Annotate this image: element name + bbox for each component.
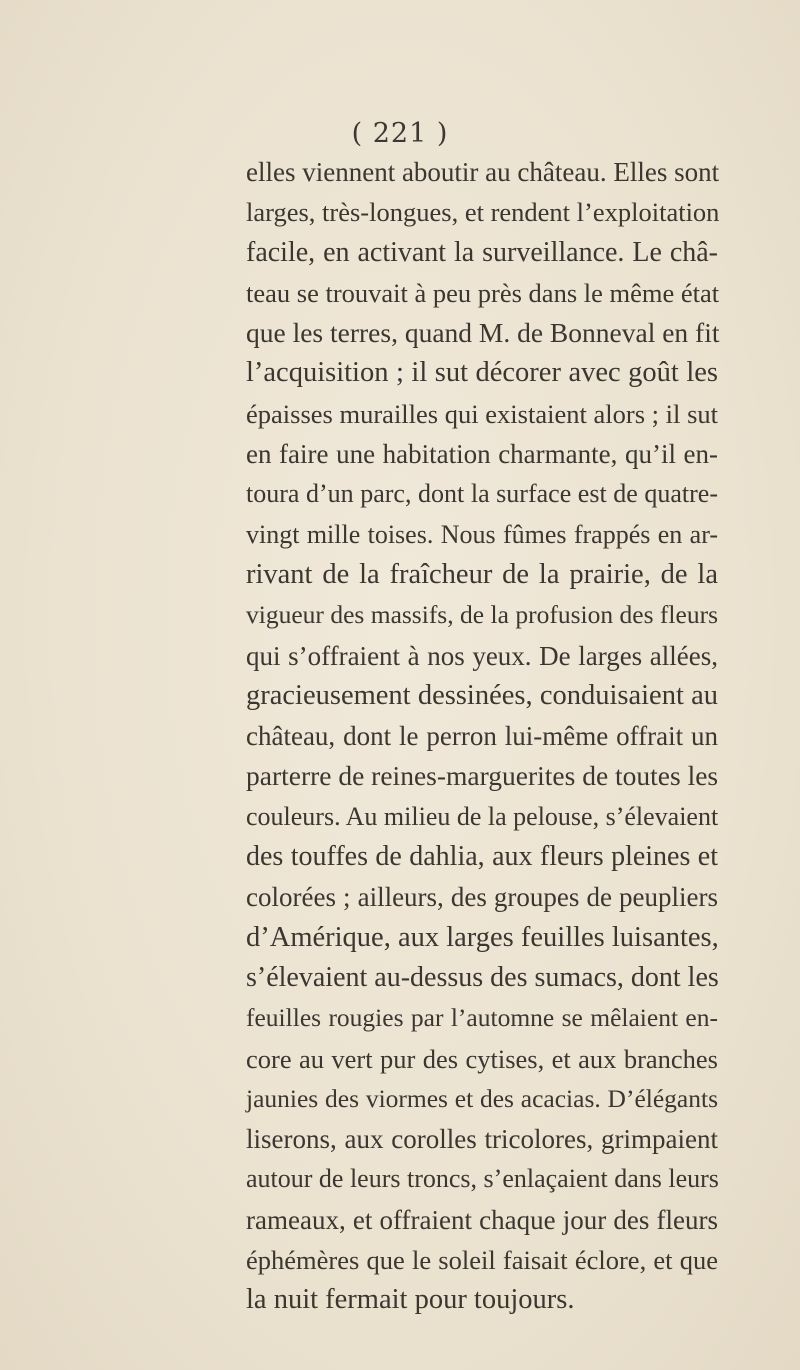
text-line: jaunies des viormes et des acacias. D’élégants bbox=[246, 1083, 718, 1113]
body-text bbox=[246, 152, 718, 1321]
text-line: éphémères que le soleil faisait éclore, et que bbox=[246, 1245, 718, 1276]
text-line: core au vert pur des cytises, et aux branches bbox=[246, 1043, 718, 1074]
text-line: autour de leurs troncs, s’enlaçaient dans leurs bbox=[246, 1164, 719, 1194]
text-line: elles viennent aboutir au château. Elles sont bbox=[246, 157, 720, 187]
text-line: rameaux, et offraient chaque jour des fleurs bbox=[246, 1204, 718, 1235]
text-line: facile, en activant la surveillance. Le châ- bbox=[246, 236, 718, 268]
text-line: couleurs. Au milieu de la pelouse, s’élevaient bbox=[246, 801, 719, 831]
text-line: parterre de reines-marguerites de toutes les bbox=[246, 760, 719, 792]
text-line: feuilles rougies par l’automne se mêlaient en- bbox=[246, 1003, 718, 1033]
text-line: d’Amérique, aux larges feuilles luisantes, bbox=[246, 921, 719, 953]
text-line: qui s’offraient à nos yeux. De larges allées, bbox=[246, 640, 718, 671]
text-line: larges, très-longues, et rendent l’exploitation bbox=[246, 197, 720, 228]
text-line: s’élevaient au-dessus des sumacs, dont les bbox=[246, 961, 719, 993]
text-line: la nuit fermait pour toujours. bbox=[246, 1284, 575, 1316]
text-line: liserons, aux corolles tricolores, grimpaient bbox=[246, 1124, 718, 1155]
text-line: des touffes de dahlia, aux fleurs pleines et bbox=[246, 841, 718, 873]
text-line: gracieusement dessinées, conduisaient au bbox=[246, 679, 718, 711]
text-line: rivant de la fraîcheur de la prairie, de la bbox=[246, 558, 718, 590]
text-line: l’acquisition ; il sut décorer avec goût les bbox=[246, 357, 718, 389]
text-line: que les terres, quand M. de Bonneval en fit bbox=[246, 317, 720, 349]
text-line: teau se trouvait à peu près dans le même état bbox=[246, 277, 720, 308]
text-line: château, dont le perron lui-même offrait un bbox=[246, 721, 718, 752]
text-line: toura d’un parc, dont la surface est de quatre- bbox=[246, 479, 718, 509]
text-line: vingt mille toises. Nous fûmes frappés en ar- bbox=[246, 519, 718, 549]
text-line: épaisses murailles qui existaient alors ; il sut bbox=[246, 398, 718, 429]
text-line: en faire une habitation charmante, qu’il en- bbox=[246, 439, 718, 470]
text-line: vigueur des massifs, de la profusion des fleurs bbox=[246, 600, 718, 630]
text-line: colorées ; ailleurs, des groupes de peupliers bbox=[246, 882, 718, 913]
page-number: ( 221 ) bbox=[351, 118, 449, 149]
